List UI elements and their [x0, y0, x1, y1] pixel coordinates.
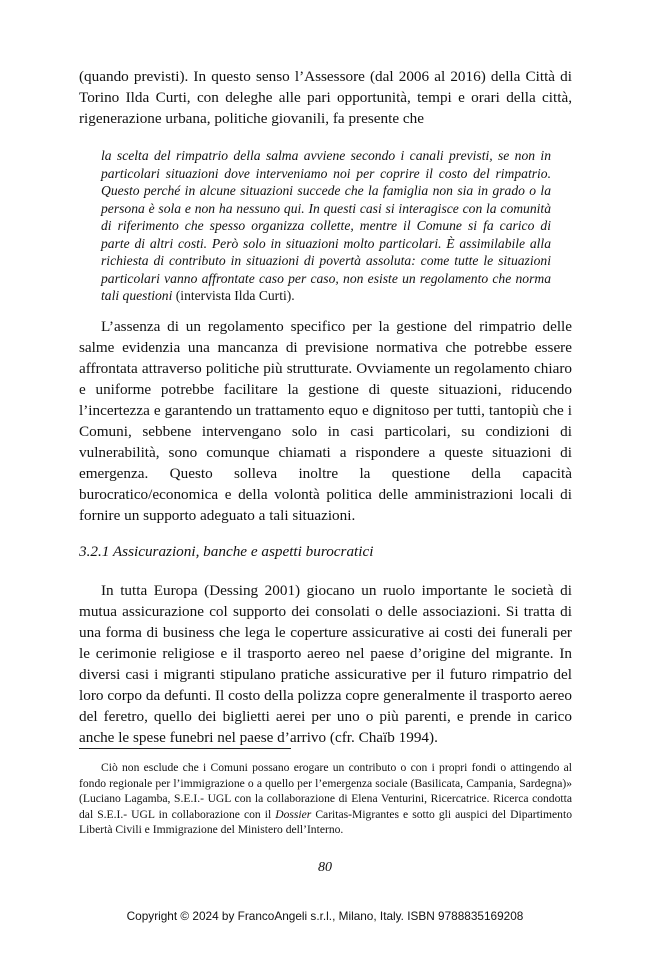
- intro-paragraph: (quando previsti). In questo senso l’Assessore (dal 2006 al 2016) della Città di Torino Ilda Curti, con deleghe alle pari opportunità, tempi e orari della città, rigenerazione urbana, politiche giovanili, fa presente che: [79, 68, 572, 127]
- footnote-text-2: Caritas-Migrantes e sotto gli auspici del Dipartimento Libertà Civili e Immigrazione del Ministero dell’Interno.: [79, 807, 572, 837]
- copyright-notice: Copyright © 2024 by FrancoAngeli s.r.l., Milano, Italy. ISBN 9788835169208: [126, 909, 524, 923]
- section-heading: 3.2.1 Assicurazioni, banche e aspetti burocratici: [79, 543, 374, 560]
- quote-attribution: (intervista Ilda Curti).: [172, 288, 295, 303]
- quote-text: la scelta del rimpatrio della salma avviene secondo i canali previsti, se non in particolari situazioni dove interveniamo noi per coprire il costo del rimpatrio. Questo perché in alcune situazioni succede che la famiglia non sia in grado o la persona è sola e non ha nessuno qui. In questi casi si interagisce con la comunità di riferimento che spesso organizza collette, mentre il Comune si fa carico di parte di altri costi. Però solo in situazioni molto particolari. È assimilabile alla richiesta di contributo in situazioni di povertà assoluta: come tutte le situazioni particolari vanno affrontate caso per caso, non esiste un regolamento che norma tali questioni: [101, 148, 551, 303]
- footnote-italic-word: Dossier: [275, 807, 312, 821]
- block-quote: [101, 147, 551, 305]
- footnote: [79, 760, 572, 838]
- body-paragraph-2: L’assenza di un regolamento specifico per la gestione del rimpatrio delle salme evidenzia una mancanza di previsione normativa che potrebbe essere affrontata attraverso politiche più strutturate. Ovviamente un regolamento chiaro e uniforme potrebbe facilitare la gestione di queste situazioni, riducendo l’incertezza e garantendo un trattamento equo e dignitoso per tutti, tantopiù che i Comuni, sebbene intervengano solo in casi particolari, su condizioni di vulnerabilità, sono comunque chiamati a rispondere a queste situazioni di emergenza. Questo solleva inoltre la questione della capacità burocratico/economica e della volontà politica delle amministrazioni locali di fornire un supporto adeguato a tali situazioni.: [79, 318, 572, 524]
- footnote-text-1: Ciò non esclude che i Comuni possano erogare un contributo o con i propri fondi o attingendo al fondo regionale per l’immigrazione o a quello per l’emergenza sociale (Basilicata, Campania, Sardegna)» (Luciano Lagamba, S.E.I.- UGL con la collaborazione di Elena Venturini, Ricercatrice. Ricerca condotta dal S.E.I.- UGL in collaborazione con il: [79, 761, 572, 821]
- footnote-divider: [79, 748, 291, 749]
- page-number: 80: [318, 860, 332, 875]
- body-paragraph-3: In tutta Europa (Dessing 2001) giocano un ruolo importante le società di mutua assicurazione col supporto dei consolati o delle associazioni. Si tratta di una forma di business che lega le coperture assicurative ai costi dei funerali per le cerimonie religiose e il trasporto aereo nel paese d’origine del migrante. In diversi casi i migranti stipulano pratiche assicurative per il futuro rimpatrio del loro corpo da defunti. Il costo della polizza copre generalmente il trasporto aereo del feretro, quello dei biglietti aerei per uno o più parenti, e prende in carico anche le spese funebri nel paese d’arrivo (cfr. Chaïb 1994).: [79, 582, 572, 746]
